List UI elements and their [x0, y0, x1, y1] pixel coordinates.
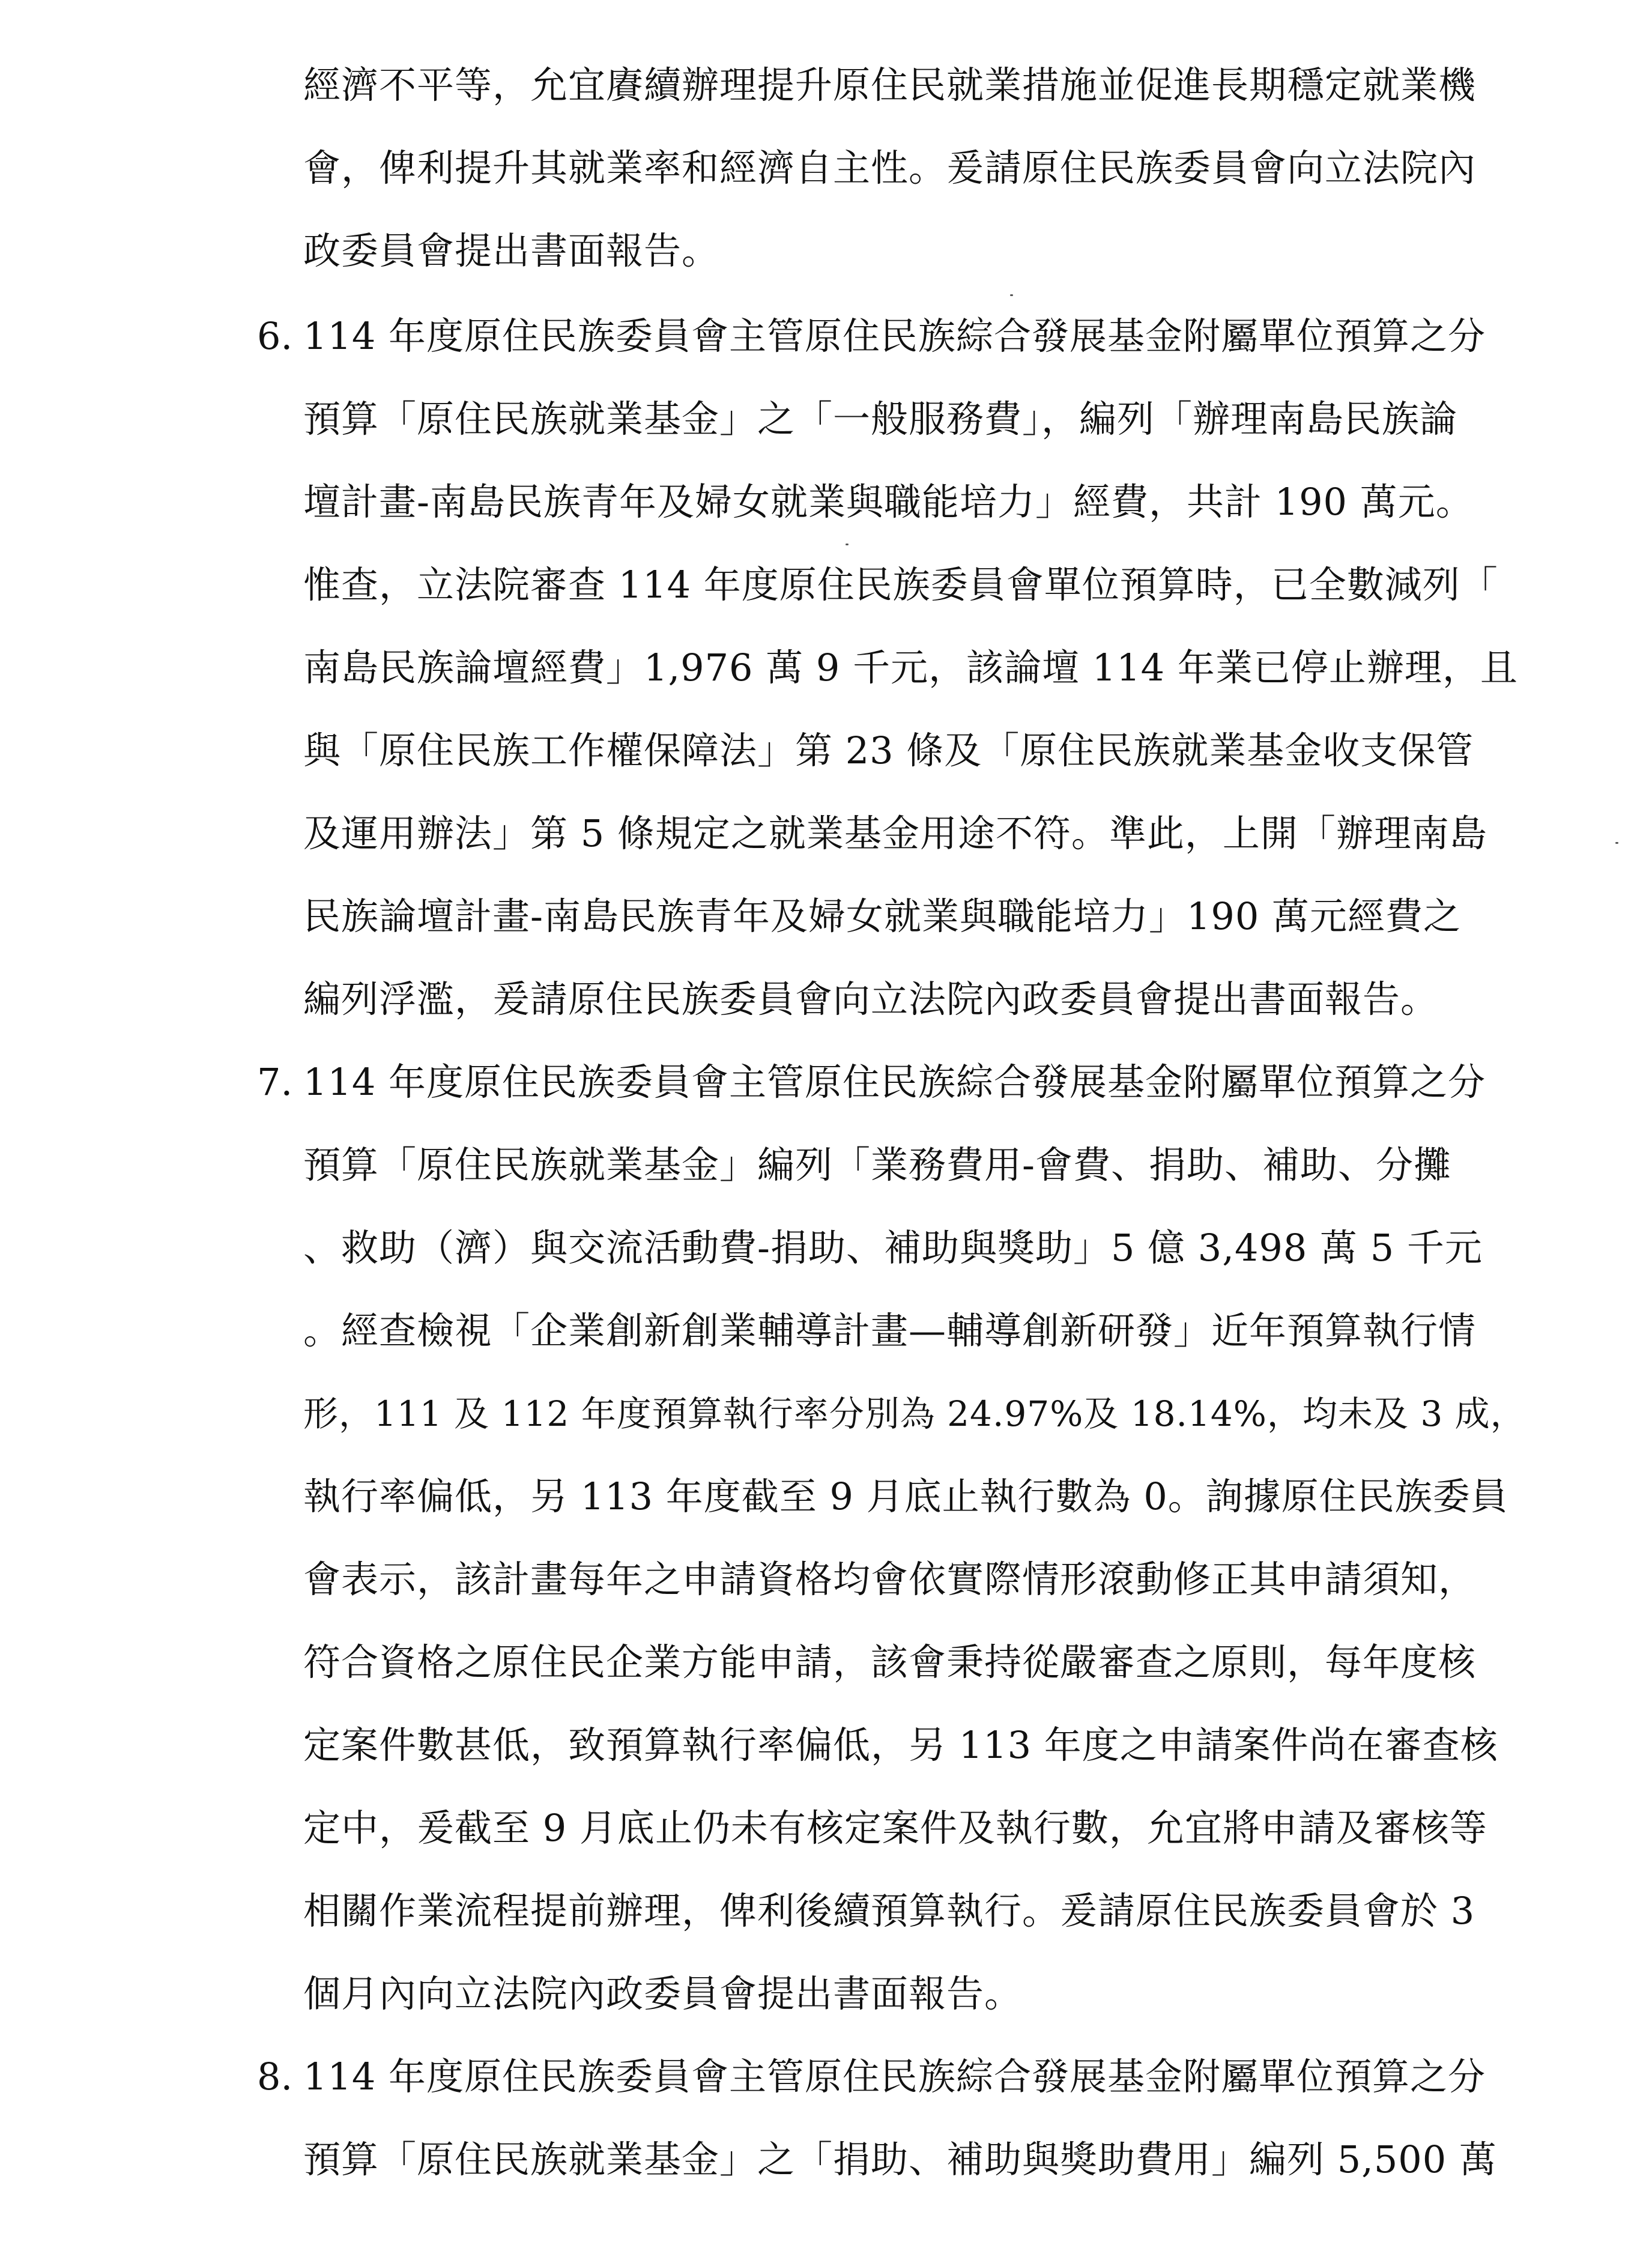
text-line: 形，111 及 112 年度預算執行率分別為 24.97%及 18.14%，均未及 3 成，	[303, 1393, 1526, 1434]
text-line: 與「原住民族工作權保障法」第 23 條及「原住民族就業基金收支保管	[303, 729, 1474, 772]
text-line: 114 年度原住民族委員會主管原住民族綜合發展基金附屬單位預算之分	[303, 1060, 1486, 1104]
text-line: 定中，爰截至 9 月底止仍未有核定案件及執行數，允宜將申請及審核等	[303, 1806, 1487, 1850]
scan-speck	[1010, 294, 1013, 296]
text-line: 預算「原住民族就業基金」編列「業務費用-會費、捐助、補助、分攤	[303, 1143, 1451, 1187]
text-line: 114 年度原住民族委員會主管原住民族綜合發展基金附屬單位預算之分	[303, 314, 1486, 358]
text-line: 預算「原住民族就業基金」之「捐助、補助與獎助費用」編列 5,500 萬	[303, 2137, 1497, 2181]
text-line: 政委員會提出書面報告。	[303, 229, 720, 273]
scan-speck	[846, 544, 849, 545]
item-number: 8.	[257, 2055, 293, 2098]
scan-speck	[1615, 842, 1618, 844]
text-line: 執行率偏低，另 113 年度截至 9 月底止執行數為 0。詢據原住民族委員	[303, 1474, 1508, 1518]
text-line: 。經查檢視「企業創新創業輔導計畫—輔導創新研發」近年預算執行情	[303, 1309, 1477, 1353]
item-number: 6.	[257, 314, 293, 358]
text-line: 民族論壇計畫-南島民族青年及婦女就業與職能培力」190 萬元經費之	[303, 894, 1461, 938]
text-line: 114 年度原住民族委員會主管原住民族綜合發展基金附屬單位預算之分	[303, 2055, 1486, 2098]
text-line: 符合資格之原住民企業方能申請，該會秉持從嚴審查之原則，每年度核	[303, 1640, 1477, 1684]
text-line: 及運用辦法」第 5 條規定之就業基金用途不符。準此，上開「辦理南島	[303, 811, 1487, 855]
text-line: 壇計畫-南島民族青年及婦女就業與職能培力」經費，共計 190 萬元。	[303, 480, 1474, 524]
text-line: 會表示，該計畫每年之申請資格均會依實際情形滾動修正其申請須知，	[303, 1557, 1477, 1601]
text-line: 惟查，立法院審查 114 年度原住民族委員會單位預算時，已全數減列「	[303, 563, 1498, 607]
text-line: 相關作業流程提前辦理，俾利後續預算執行。爰請原住民族委員會於 3	[303, 1889, 1475, 1933]
text-line: 編列浮濫，爰請原住民族委員會向立法院內政委員會提出書面報告。	[303, 977, 1439, 1021]
text-line: 南島民族論壇經費」1,976 萬 9 千元，該論壇 114 年業已停止辦理，且	[303, 646, 1518, 689]
text-line: 預算「原住民族就業基金」之「一般服務費」，編列「辦理南島民族論	[303, 397, 1458, 441]
text-line: 個月內向立法院內政委員會提出書面報告。	[303, 1972, 1023, 2016]
item-number: 7.	[257, 1060, 293, 1104]
text-line: 定案件數甚低，致預算執行率偏低，另 113 年度之申請案件尚在審查核	[303, 1723, 1498, 1767]
text-line: 、救助（濟）與交流活動費-捐助、補助與獎助」5 億 3,498 萬 5 千元	[303, 1226, 1483, 1270]
text-line: 經濟不平等，允宜賡續辦理提升原住民就業措施並促進長期穩定就業機	[303, 63, 1477, 107]
text-line: 會，俾利提升其就業率和經濟自主性。爰請原住民族委員會向立法院內	[303, 146, 1477, 190]
